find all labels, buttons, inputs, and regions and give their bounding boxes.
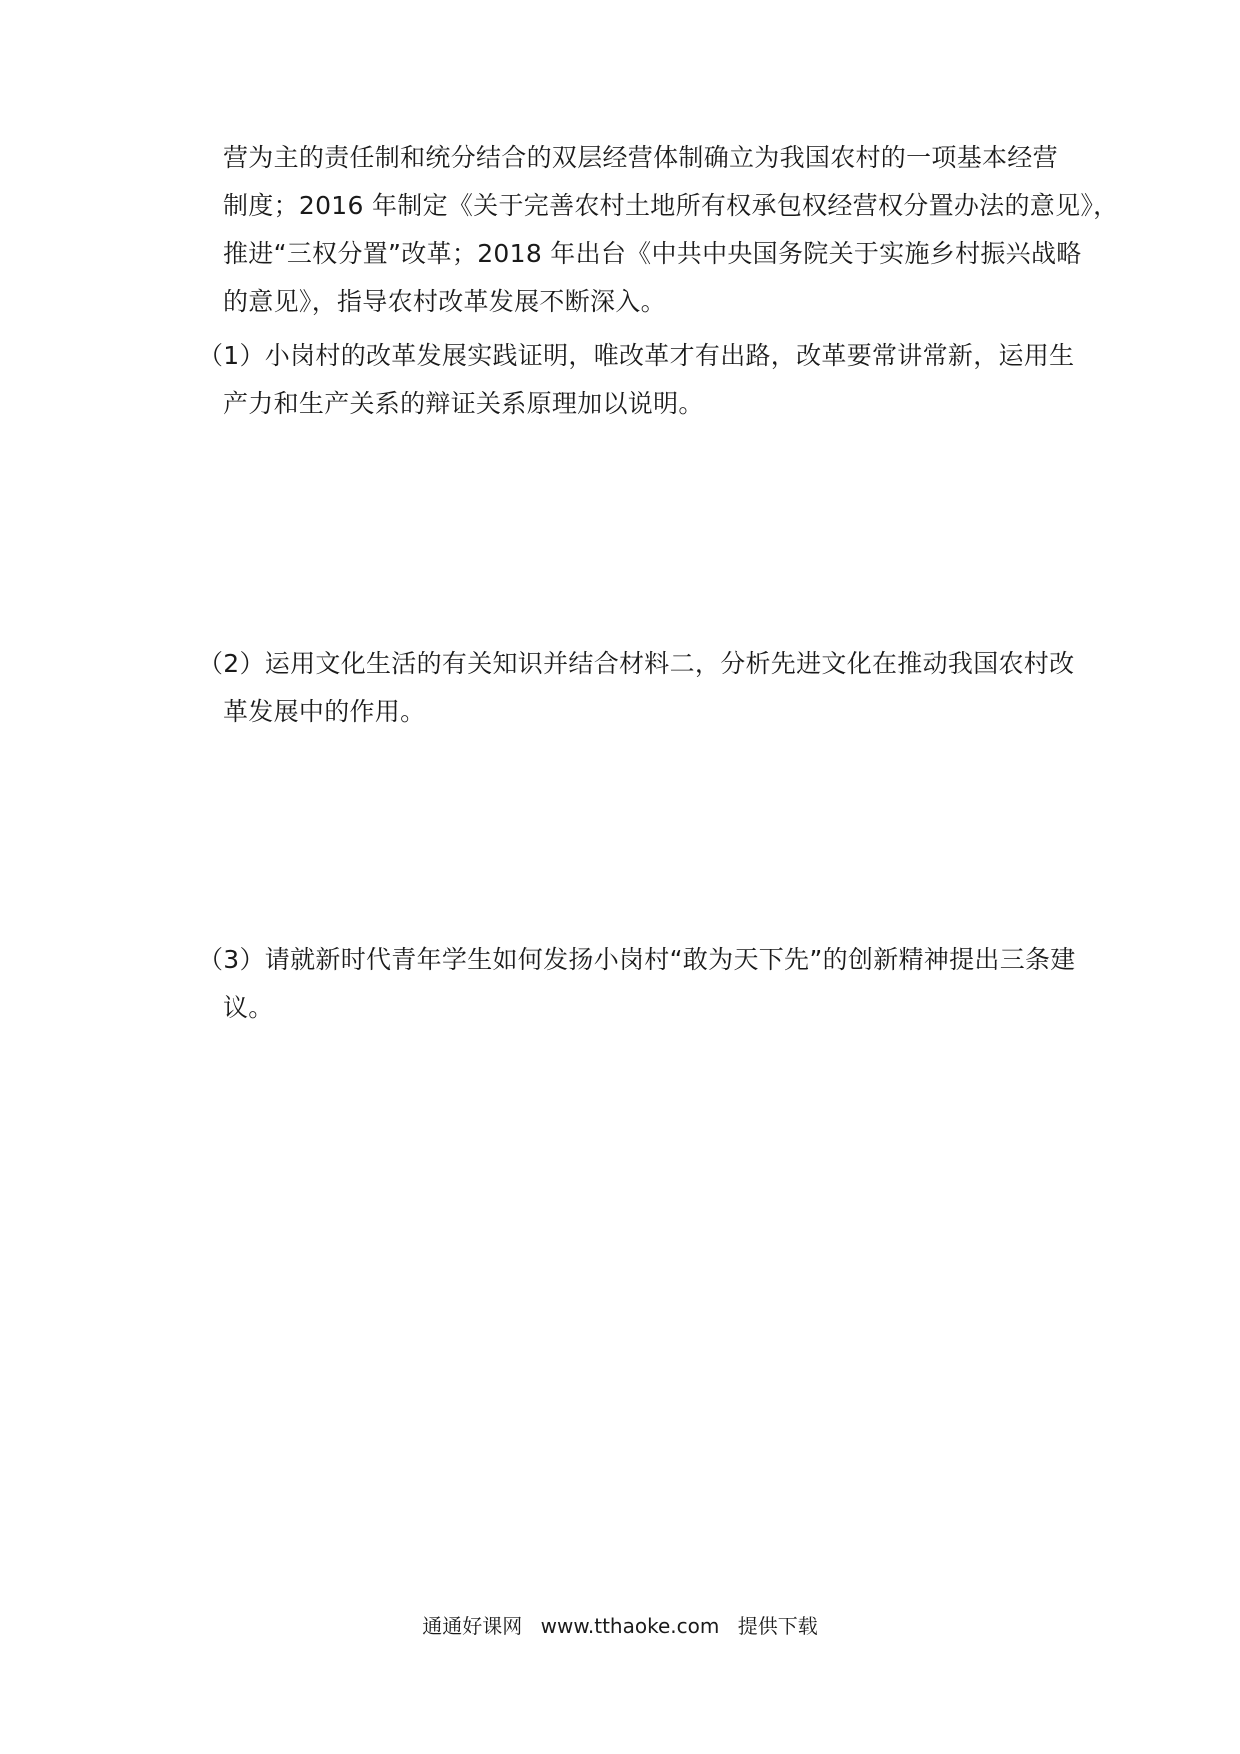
question-2-line-2: 革发展中的作用。	[223, 697, 426, 726]
page-footer	[0, 1612, 1240, 1640]
material-line-3: 推进“三权分置”改革；2018 年出台《中共中央国务院关于实施乡村振兴战略	[223, 239, 1082, 268]
question-3-line-1: （3）请就新时代青年学生如何发扬小岗村“敢为天下先”的创新精神提出三条建	[198, 945, 1076, 974]
material-line-4: 的意见》，指导农村改革发展不断深入。	[223, 287, 666, 316]
question-3-line-2: 议。	[223, 993, 274, 1022]
material-line-2: 制度；2016 年制定《关于完善农村土地所有权承包权经营权分置办法的意见》，	[223, 191, 1119, 220]
question-1-line-1: （1）小岗村的改革发展实践证明，唯改革才有出路，改革要常讲常新，运用生	[198, 341, 1075, 370]
footer-url[interactable]: www.tthaoke.com	[540, 1614, 720, 1638]
footer-suffix: 提供下载	[737, 1614, 818, 1638]
footer-site-name: 通通好课网	[422, 1614, 523, 1638]
question-1-line-2: 产力和生产关系的辩证关系原理加以说明。	[223, 389, 704, 418]
question-2-line-1: （2）运用文化生活的有关知识并结合材料二，分析先进文化在推动我国农村改	[198, 649, 1075, 678]
material-line-1: 营为主的责任制和统分结合的双层经营体制确立为我国农村的一项基本经营	[223, 143, 1058, 172]
